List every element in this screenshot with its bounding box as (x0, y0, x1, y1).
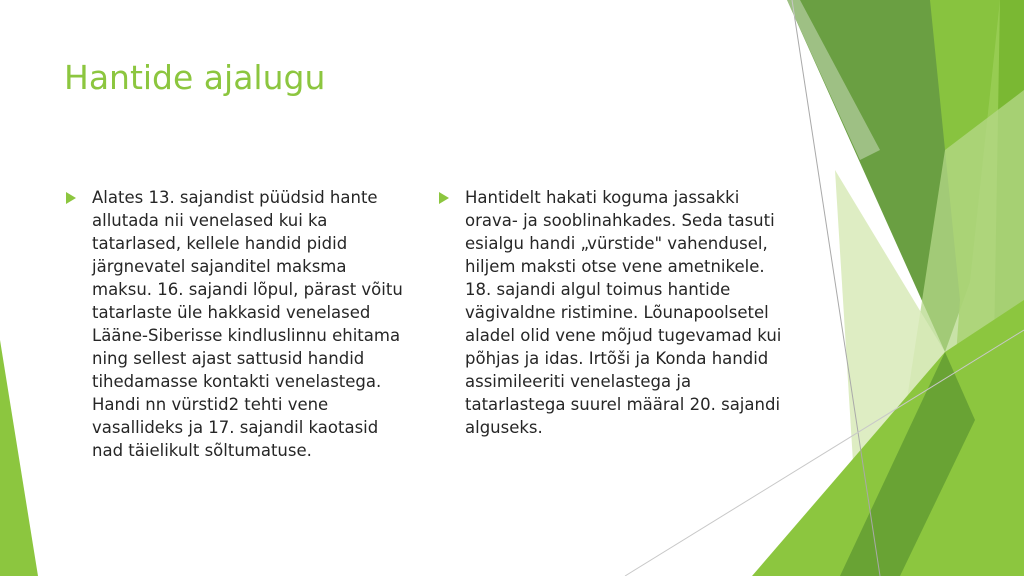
right-text-column (437, 186, 782, 439)
bullet-text: Alates 13. sajandist püüdsid hante allutada nii venelased kui ka tatarlased, kellele handid pidid järgnevatel sajanditel maksma maksu. 16. sajandi lõpul, pärast võitu tatarlaste üle hakkasid venelased Lääne-Siberisse kindluslinnu ehitama ning sellest ajast sattusid handid tihedamasse kontakti venelastega. Handi nn vürstid2 tehti vene vasallideks ja 17. sajandil kaotasid nad täielikult sõltumatuse. (92, 188, 403, 460)
triangle-bullet-icon (66, 192, 76, 204)
bullet-text: Hantidelt hakati koguma jassakki orava- ja sooblinahkades. Seda tasuti esialgu handi „vürstide" vahendusel, hiljem maksti otse vene ametnikele. 18. sajandi algul toimus hantide vägivaldne ristimine. Lõunapoolsetel aladel olid vene mõjud tugevamad kui põhjas ja idas. Irtõši ja Konda handid assimileeriti venelastega ja tatarlastega suurel määral 20. sajandi alguseks. (465, 188, 782, 437)
bullet-item (64, 186, 409, 462)
left-text-column (64, 186, 409, 462)
triangle-bullet-icon (439, 192, 449, 204)
left-edge-shape (0, 340, 38, 576)
slide-title: Hantide ajalugu (64, 58, 326, 97)
bullet-item (437, 186, 782, 439)
